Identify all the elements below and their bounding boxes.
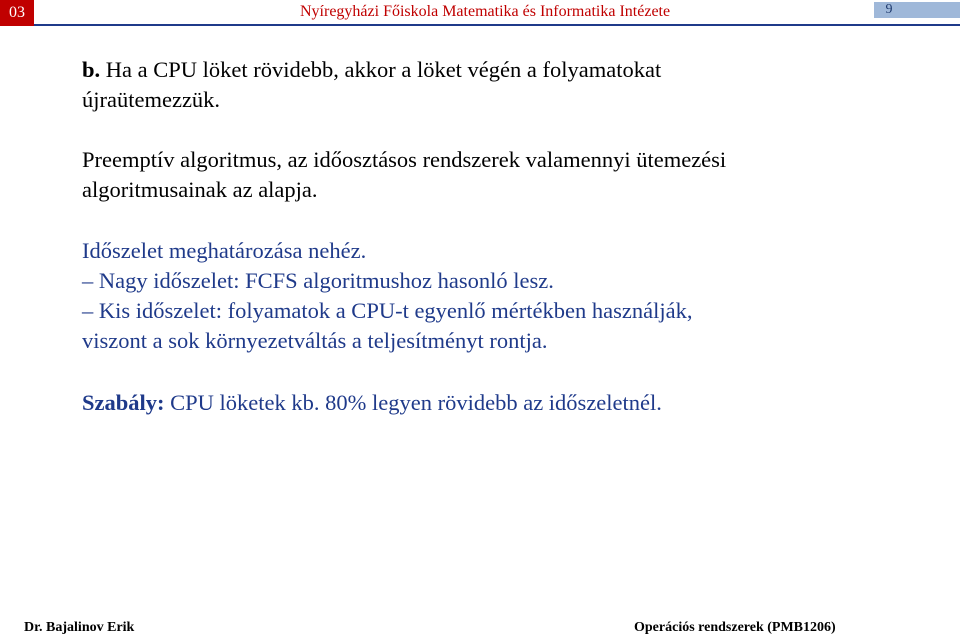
rule-label: Szabály: [82,390,165,415]
rule-line [82,389,662,416]
paragraph-b-line-2: újraütemezzük. [82,87,221,112]
footer-author: Dr. Bajalinov Erik [24,620,135,635]
preemptive-line-1: Preemptív algoritmus, az időosztásos rendszerek valamennyi ütemezési [82,147,727,172]
footer-course: Operációs rendszerek (PMB1206) [634,620,836,635]
header-accent-bar [904,2,960,18]
timeslice-heading: Időszelet meghatározása nehéz. [82,238,367,263]
header-title: Nyíregyházi Főiskola Matematika és Informatika Intézete [300,3,671,20]
preemptive-line-2: algoritmusainak az alapja. [82,177,318,202]
paragraph-b-line-1 [82,56,661,83]
chapter-number: 03 [0,0,34,26]
rule-text: CPU löketek kb. 80% legyen rövidebb az időszeletnél. [164,390,662,415]
header-divider [34,24,960,26]
page-number: 9 [874,2,904,18]
timeslice-large-item: – Nagy időszelet: FCFS algoritmushoz hasonló lesz. [82,268,554,293]
list-marker-b: b. [82,57,101,82]
paragraph-b-text: Ha a CPU löket rövidebb, akkor a löket végén a folyamatokat [100,57,662,82]
timeslice-small-item-line-2: viszont a sok környezetváltás a teljesítményt rontja. [82,328,548,353]
timeslice-small-item-line-1: – Kis időszelet: folyamatok a CPU-t egyenlő mértékben használják, [82,298,693,323]
